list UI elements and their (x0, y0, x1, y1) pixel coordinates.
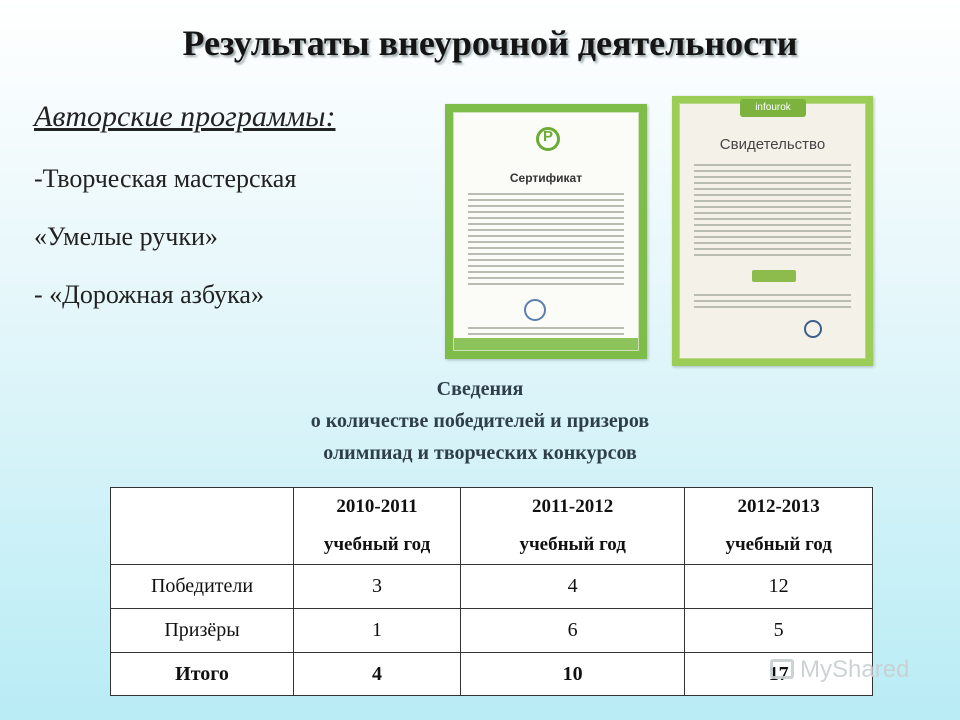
table-header-cell: 2010-2011 учебный год (294, 488, 461, 565)
certificate-image-infourok (672, 96, 873, 366)
row-label: Итого (111, 653, 294, 696)
table-cell: 10 (461, 653, 685, 696)
table-corner-cell (111, 488, 294, 565)
row-label: Победители (111, 565, 294, 609)
table-cell: 5 (685, 609, 873, 653)
stats-subtitle: олимпиад и творческих конкурсов (323, 442, 637, 464)
table-total-row (111, 653, 873, 696)
table-header-cell: 2011-2012 учебный год (461, 488, 685, 565)
infourok-small-logo-icon (752, 270, 796, 282)
watermark: MyShared (770, 656, 909, 684)
results-table (110, 487, 873, 696)
certificate-heading: Сертификат (509, 171, 583, 185)
table-cell: 4 (461, 565, 685, 609)
globe-icon (804, 320, 822, 338)
seal-icon (524, 299, 546, 321)
stats-subtitle: о количестве победителей и призеров (310, 410, 650, 432)
table-cell: 1 (294, 609, 461, 653)
stats-title: Сведения (436, 378, 524, 400)
programs-heading: Авторские программы: (34, 100, 336, 133)
row-label: Призёры (111, 609, 294, 653)
program-item: «Умелые ручки» (34, 222, 218, 251)
table-cell: 3 (294, 565, 461, 609)
page-title: Результаты внеурочной деятельности (182, 23, 798, 63)
table-header-row (111, 488, 873, 565)
table-row (111, 609, 873, 653)
table-cell: 12 (685, 565, 873, 609)
table-row (111, 565, 873, 609)
pedsovet-logo-icon (536, 127, 560, 151)
certificate-image-pedsovet (445, 104, 647, 359)
table-cell: 6 (461, 609, 685, 653)
presentation-icon (770, 659, 794, 679)
table-cell: 17 (685, 653, 873, 696)
table-header-cell: 2012-2013 учебный год (685, 488, 873, 565)
table-cell: 4 (294, 653, 461, 696)
program-item: - «Дорожная азбука» (34, 280, 264, 309)
infourok-logo: infourok (740, 99, 806, 117)
certificate-heading: Свидетельство (719, 136, 826, 153)
program-item: -Творческая мастерская (34, 164, 297, 193)
